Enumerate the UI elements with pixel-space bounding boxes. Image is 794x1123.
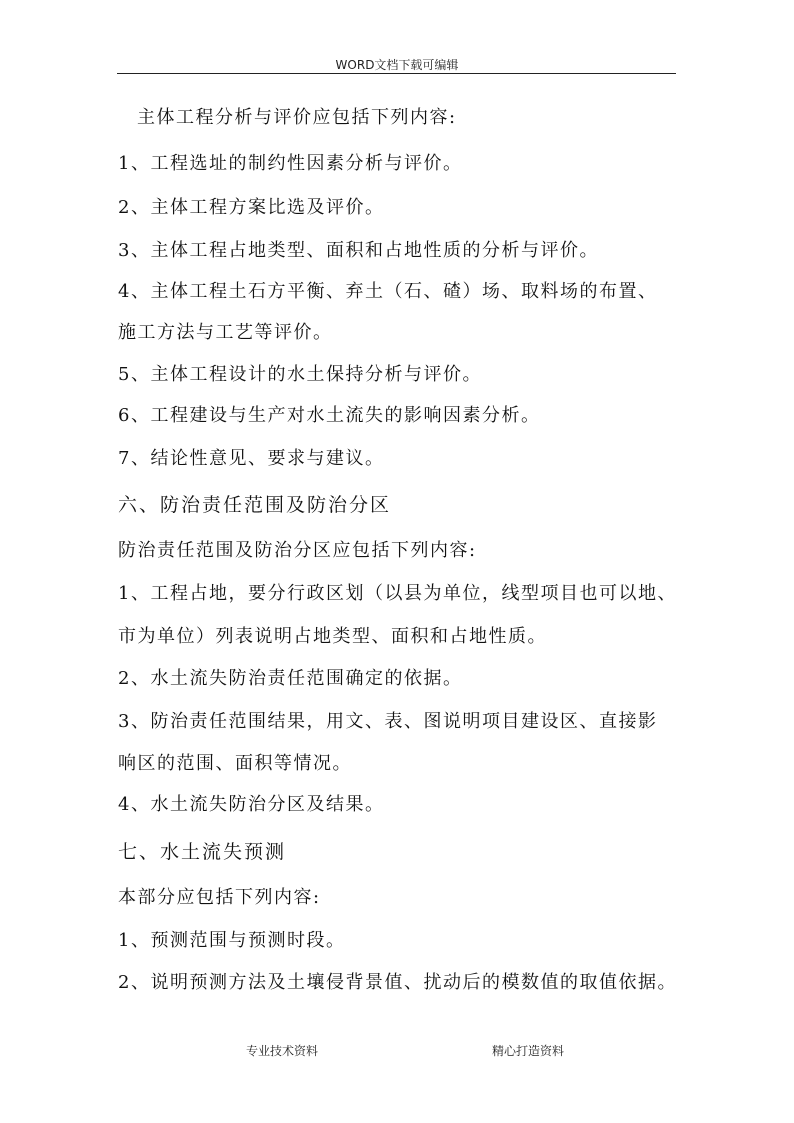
list-item: 3、主体工程占地类型、面积和占地性质的分析与评价。	[118, 240, 599, 261]
paragraph: 防治责任范围及防治分区应包括下列内容:	[118, 540, 477, 561]
paragraph: 本部分应包括下列内容:	[118, 887, 321, 908]
footer-left-text: 专业技术资料	[246, 1044, 319, 1058]
list-item: 2、水土流失防治责任范围确定的依据。	[118, 668, 463, 689]
list-item: 1、工程选址的制约性因素分析与评价。	[118, 153, 463, 174]
page-header: WORD文档下载可编辑	[335, 58, 459, 72]
list-item-continuation: 施工方法与工艺等评价。	[118, 322, 333, 343]
list-item: 2、主体工程方案比选及评价。	[118, 197, 385, 218]
list-item: 1、工程占地，要分行政区划（以县为单位，线型项目也可以地、	[118, 583, 677, 604]
section-heading: 六、防治责任范围及防治分区	[118, 494, 392, 516]
list-item-continuation: 响区的范围、面积等情况。	[118, 753, 352, 774]
footer-right-text: 精心打造资料	[492, 1044, 565, 1058]
list-item: 7、结论性意见、要求与建议。	[118, 448, 385, 469]
list-item: 1、预测范围与预测时段。	[118, 930, 346, 951]
list-item: 3、防治责任范围结果，用文、表、图说明项目建设区、直接影	[118, 711, 658, 732]
list-item: 4、主体工程土石方平衡、弃土（石、碴）场、取料场的布置、	[118, 281, 658, 302]
list-item: 5、主体工程设计的水土保持分析与评价。	[118, 364, 482, 385]
header-divider	[117, 73, 676, 74]
list-item: 6、工程建设与生产对水土流失的影响因素分析。	[118, 405, 541, 426]
intro-paragraph: 主体工程分析与评价应包括下列内容:	[137, 107, 457, 128]
list-item: 2、说明预测方法及土壤侵背景值、扰动后的模数值的取值依据。	[118, 972, 677, 993]
list-item: 4、水土流失防治分区及结果。	[118, 794, 385, 815]
section-heading: 七、水土流失预测	[118, 841, 287, 863]
list-item-continuation: 市为单位）列表说明占地类型、面积和占地性质。	[118, 626, 547, 647]
